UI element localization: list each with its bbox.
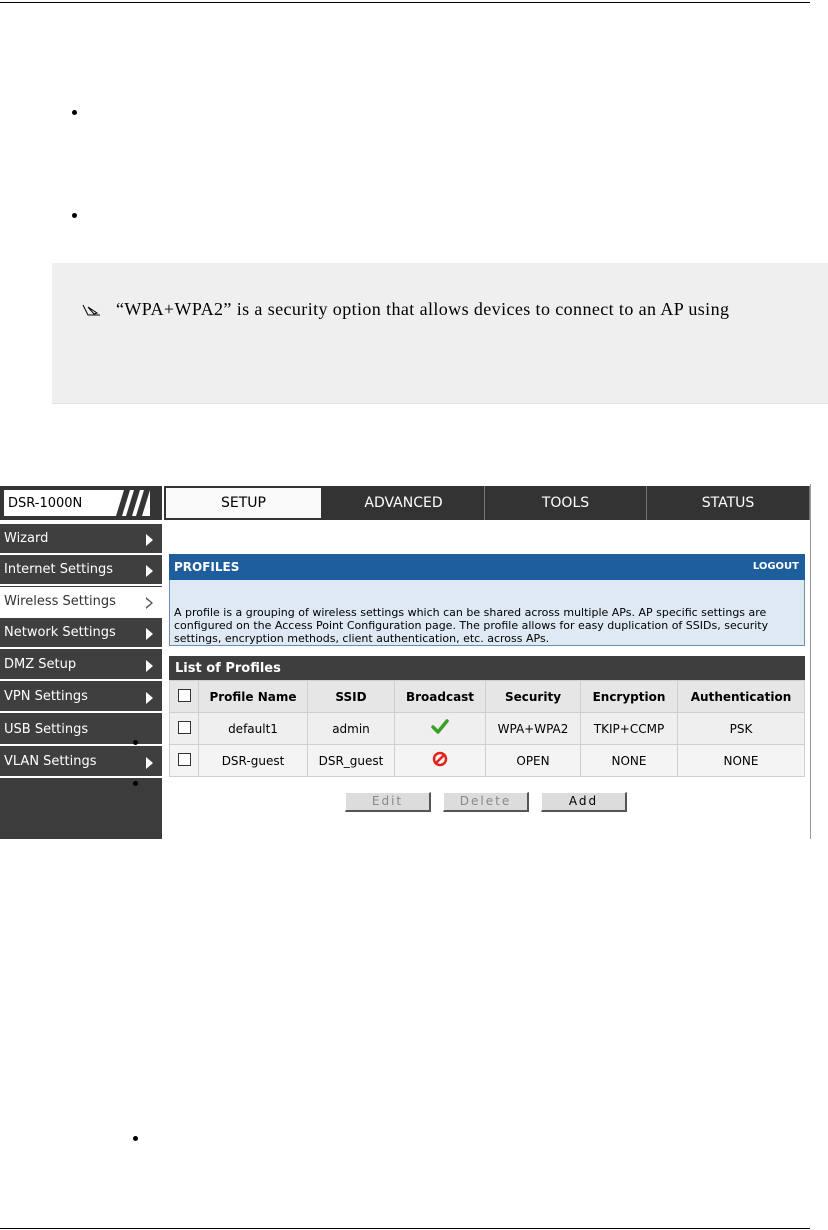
table-row (170, 713, 805, 745)
main-panel (162, 524, 810, 839)
bullet (72, 213, 77, 218)
note-box (52, 263, 828, 404)
ssid-cell: admin (308, 713, 395, 745)
tab-status[interactable]: STATUS (647, 486, 810, 520)
column-header: SSID (308, 681, 395, 713)
profile-name-cell: default1 (199, 713, 308, 745)
security-cell: OPEN (486, 745, 581, 777)
router-ui-screenshot (0, 484, 811, 839)
select-all-cell (170, 681, 199, 713)
note-text: “WPA+WPA2” is a security option that allows devices to connect to an AP using (116, 299, 730, 319)
bullet (72, 110, 77, 115)
profiles-table (169, 680, 805, 777)
bullet (133, 1136, 138, 1141)
check-icon (431, 719, 449, 735)
tab-setup[interactable]: SETUP (164, 486, 323, 520)
profile-name-cell: DSR-guest (199, 745, 308, 777)
top-rule (0, 2, 810, 3)
broadcast-cell (395, 713, 486, 745)
security-cell: WPA+WPA2 (486, 713, 581, 745)
arrow-right-outline-icon (146, 597, 153, 609)
pencil-note-icon (82, 303, 102, 317)
row-checkbox[interactable] (178, 721, 191, 734)
encryption-cell: NONE (581, 745, 678, 777)
tab-advanced[interactable]: ADVANCED (323, 486, 485, 520)
delete-button[interactable]: Delete (443, 792, 529, 812)
sidebar-item-vpn-settings[interactable] (0, 682, 162, 713)
column-header: Profile Name (199, 681, 308, 713)
brand-slashes-icon (108, 490, 158, 516)
sidebar-item-label: Network Settings (4, 625, 116, 640)
arrow-right-icon (146, 660, 153, 672)
column-header: Broadcast (395, 681, 486, 713)
sidebar-item-vlan-settings[interactable] (0, 747, 162, 778)
arrow-right-icon (146, 692, 153, 704)
arrow-right-icon (146, 565, 153, 577)
bullet (133, 781, 138, 786)
sidebar-item-internet-settings[interactable] (0, 555, 162, 586)
brand-label: DSR-1000N (8, 496, 83, 511)
sidebar-item-label: DMZ Setup (4, 657, 77, 672)
arrow-right-icon (146, 757, 153, 769)
bullet (133, 740, 138, 745)
row-select-cell (170, 713, 199, 745)
list-title: List of Profiles (175, 661, 281, 676)
ssid-cell: DSR_guest (308, 745, 395, 777)
add-button[interactable]: Add (541, 792, 627, 812)
sidebar-item-wizard[interactable] (0, 524, 162, 555)
sidebar-item-label: Wireless Settings (4, 594, 116, 609)
row-select-cell (170, 745, 199, 777)
column-header: Security (486, 681, 581, 713)
encryption-cell: TKIP+CCMP (581, 713, 678, 745)
sidebar-item-label: VLAN Settings (4, 754, 97, 769)
sidebar-item-label: Internet Settings (4, 562, 114, 577)
tab-tools[interactable]: TOOLS (485, 486, 647, 520)
top-bar (0, 484, 810, 520)
profiles-description: A profile is a grouping of wireless settings which can be shared across multiple APs. AP specific settings are configured on the Access Point Configuration page. The profile allows for easy duplication of SSIDs, security settings, encryption methods, client authentication, etc. across APs. (169, 580, 805, 646)
no-entry-icon (432, 751, 448, 767)
column-header: Encryption (581, 681, 678, 713)
sidebar-item-network-settings[interactable] (0, 618, 162, 649)
brand-block (0, 486, 162, 520)
row-checkbox[interactable] (178, 753, 191, 766)
bottom-rule (0, 1228, 810, 1229)
note-text-line (82, 299, 729, 320)
sidebar-item-wireless-settings[interactable] (0, 587, 162, 618)
logout-link[interactable]: LOGOUT (752, 561, 799, 572)
list-header (169, 656, 805, 680)
sidebar (0, 524, 162, 839)
action-buttons (162, 792, 810, 814)
page-title: PROFILES (174, 560, 240, 574)
sidebar-item-label: Wizard (4, 531, 49, 546)
arrow-right-icon (146, 628, 153, 640)
authentication-cell: NONE (678, 745, 805, 777)
select-all-checkbox[interactable] (178, 689, 191, 702)
table-row (170, 745, 805, 777)
authentication-cell: PSK (678, 713, 805, 745)
brand-box (4, 490, 158, 516)
sidebar-item-label: USB Settings (4, 722, 89, 737)
edit-button[interactable]: Edit (345, 792, 431, 812)
broadcast-cell (395, 745, 486, 777)
column-header: Authentication (678, 681, 805, 713)
profiles-header (169, 554, 805, 580)
table-header-row (170, 681, 805, 713)
sidebar-item-dmz-setup[interactable] (0, 650, 162, 681)
arrow-right-icon (146, 534, 153, 546)
sidebar-item-label: VPN Settings (4, 689, 88, 704)
